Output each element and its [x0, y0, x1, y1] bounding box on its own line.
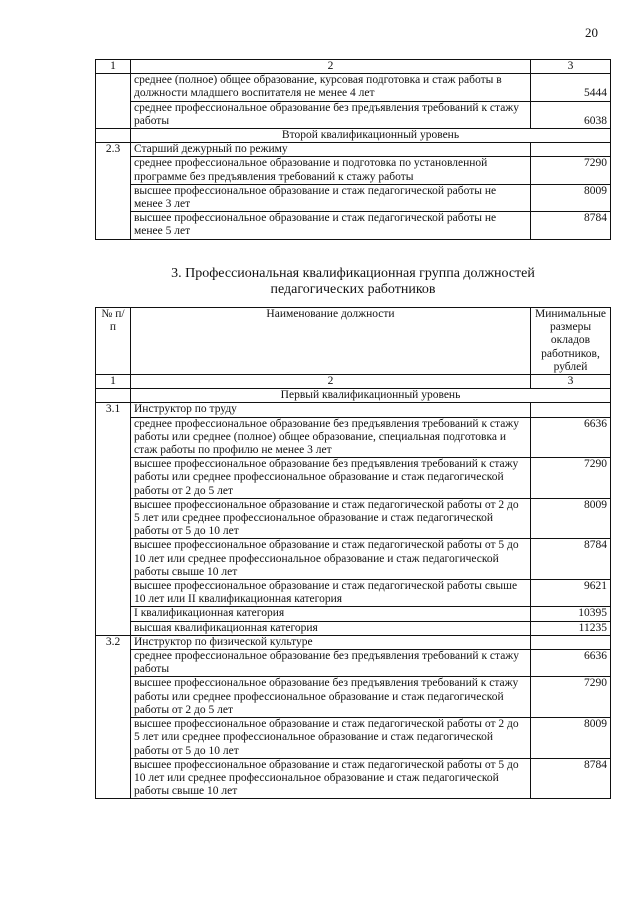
- position-salary-cell: [531, 143, 611, 157]
- table-header-row: [96, 308, 611, 375]
- level-row: [96, 389, 611, 403]
- col-number-1: 1: [96, 60, 131, 74]
- salary-value: 7290: [531, 677, 611, 718]
- salary-value: 7290: [531, 157, 611, 184]
- table-row: [96, 184, 611, 211]
- col-number-3: 3: [531, 60, 611, 74]
- col-number-2: 2: [131, 375, 531, 389]
- position-name: Инструктор по труду: [131, 403, 531, 417]
- table-row: [96, 212, 611, 239]
- table-row: [96, 539, 611, 580]
- requirement-text: высшее профессиональное образование и стаж педагогической работы от 5 до 10 лет или среднее профессиональное образование и стаж педагогической работы свыше 10 лет: [131, 539, 531, 580]
- section-heading: [95, 266, 611, 298]
- salary-value: 5444: [531, 74, 611, 101]
- position-number: 3.2: [96, 635, 131, 798]
- row-number-cell: [96, 74, 131, 129]
- position-row: [96, 403, 611, 417]
- level-number-cell: [96, 129, 131, 143]
- table-pedagogical-positions: [95, 307, 611, 799]
- table-row: [96, 101, 611, 128]
- salary-value: 11235: [531, 621, 611, 635]
- salary-value: 8009: [531, 498, 611, 539]
- requirement-text: I квалификационная категория: [131, 607, 531, 621]
- salary-value: 6038: [531, 101, 611, 128]
- table-row: [96, 718, 611, 759]
- table-column-numbers: [96, 60, 611, 74]
- section-heading-line-1: 3. Профессиональная квалификационная группа должностей: [171, 266, 535, 281]
- table-row: [96, 607, 611, 621]
- salary-value: 8784: [531, 212, 611, 239]
- level-number-cell: [96, 389, 131, 403]
- requirement-text: среднее профессиональное образование без предъявления требований к стажу работы: [131, 101, 531, 128]
- salary-value: 6636: [531, 650, 611, 677]
- salary-value: 8784: [531, 758, 611, 799]
- table-continuation: [95, 59, 611, 240]
- requirement-text: высшее профессиональное образование без предъявления требований к стажу работы или среднее профессиональное образование и стаж педагогической работы от 2 до 5 лет: [131, 458, 531, 499]
- table-row: [96, 74, 611, 101]
- header-number: № п/п: [96, 308, 131, 375]
- table-row: [96, 580, 611, 607]
- requirement-text: высшая квалификационная категория: [131, 621, 531, 635]
- position-number: 3.1: [96, 403, 131, 635]
- header-position-name: Наименование должности: [131, 308, 531, 375]
- col-number-3: 3: [531, 375, 611, 389]
- col-number-2: 2: [131, 60, 531, 74]
- page-number: 20: [585, 25, 598, 40]
- requirement-text: среднее профессиональное образование и подготовка по установленной программе без предъявления требований к стажу работы: [131, 157, 531, 184]
- level-row: [96, 129, 611, 143]
- requirement-text: среднее профессиональное образование без предъявления требований к стажу работы: [131, 650, 531, 677]
- salary-value: 7290: [531, 458, 611, 499]
- requirement-text: высшее профессиональное образование и стаж педагогической работы свыше 10 лет или II квалификационная категория: [131, 580, 531, 607]
- requirement-text: высшее профессиональное образование и стаж педагогической работы не менее 5 лет: [131, 212, 531, 239]
- position-salary-cell: [531, 635, 611, 649]
- level-title: Первый квалификационный уровень: [131, 389, 611, 403]
- requirement-text: среднее профессиональное образование без предъявления требований к стажу работы или среднее (полное) общее образование, специальная подготовка и стаж работы по профилю не менее 3 лет: [131, 417, 531, 458]
- position-row: [96, 143, 611, 157]
- salary-value: 8784: [531, 539, 611, 580]
- table-column-numbers: [96, 375, 611, 389]
- table-row: [96, 650, 611, 677]
- requirement-text: высшее профессиональное образование и стаж педагогической работы от 2 до 5 лет или среднее профессиональное образование и стаж педагогической работы от 5 до 10 лет: [131, 718, 531, 759]
- salary-value: 6636: [531, 417, 611, 458]
- table-row: [96, 758, 611, 799]
- salary-value: 8009: [531, 184, 611, 211]
- table-row: [96, 157, 611, 184]
- requirement-text: высшее профессиональное образование без предъявления требований к стажу работы или среднее профессиональное образование и стаж педагогической работы от 2 до 5 лет: [131, 677, 531, 718]
- table-row: [96, 498, 611, 539]
- requirement-text: среднее (полное) общее образование, курсовая подготовка и стаж работы в должности младшего воспитателя не менее 4 лет: [131, 74, 531, 101]
- salary-value: 8009: [531, 718, 611, 759]
- header-salary: Минимальные размеры окладов работников, рублей: [531, 308, 611, 375]
- position-row: [96, 635, 611, 649]
- level-title: Второй квалификационный уровень: [131, 129, 611, 143]
- col-number-1: 1: [96, 375, 131, 389]
- table-row: [96, 458, 611, 499]
- position-name: Старший дежурный по режиму: [131, 143, 531, 157]
- requirement-text: высшее профессиональное образование и стаж педагогической работы от 2 до 5 лет или среднее профессиональное образование и стаж педагогической работы от 5 до 10 лет: [131, 498, 531, 539]
- table-row: [96, 621, 611, 635]
- position-salary-cell: [531, 403, 611, 417]
- table-row: [96, 677, 611, 718]
- salary-value: 9621: [531, 580, 611, 607]
- section-heading-line-2: педагогических работников: [270, 282, 436, 297]
- position-name: Инструктор по физической культуре: [131, 635, 531, 649]
- position-number: 2.3: [96, 143, 131, 239]
- requirement-text: высшее профессиональное образование и стаж педагогической работы не менее 3 лет: [131, 184, 531, 211]
- table-row: [96, 417, 611, 458]
- salary-value: 10395: [531, 607, 611, 621]
- requirement-text: высшее профессиональное образование и стаж педагогической работы от 5 до 10 лет или среднее профессиональное образование и стаж педагогической работы свыше 10 лет: [131, 758, 531, 799]
